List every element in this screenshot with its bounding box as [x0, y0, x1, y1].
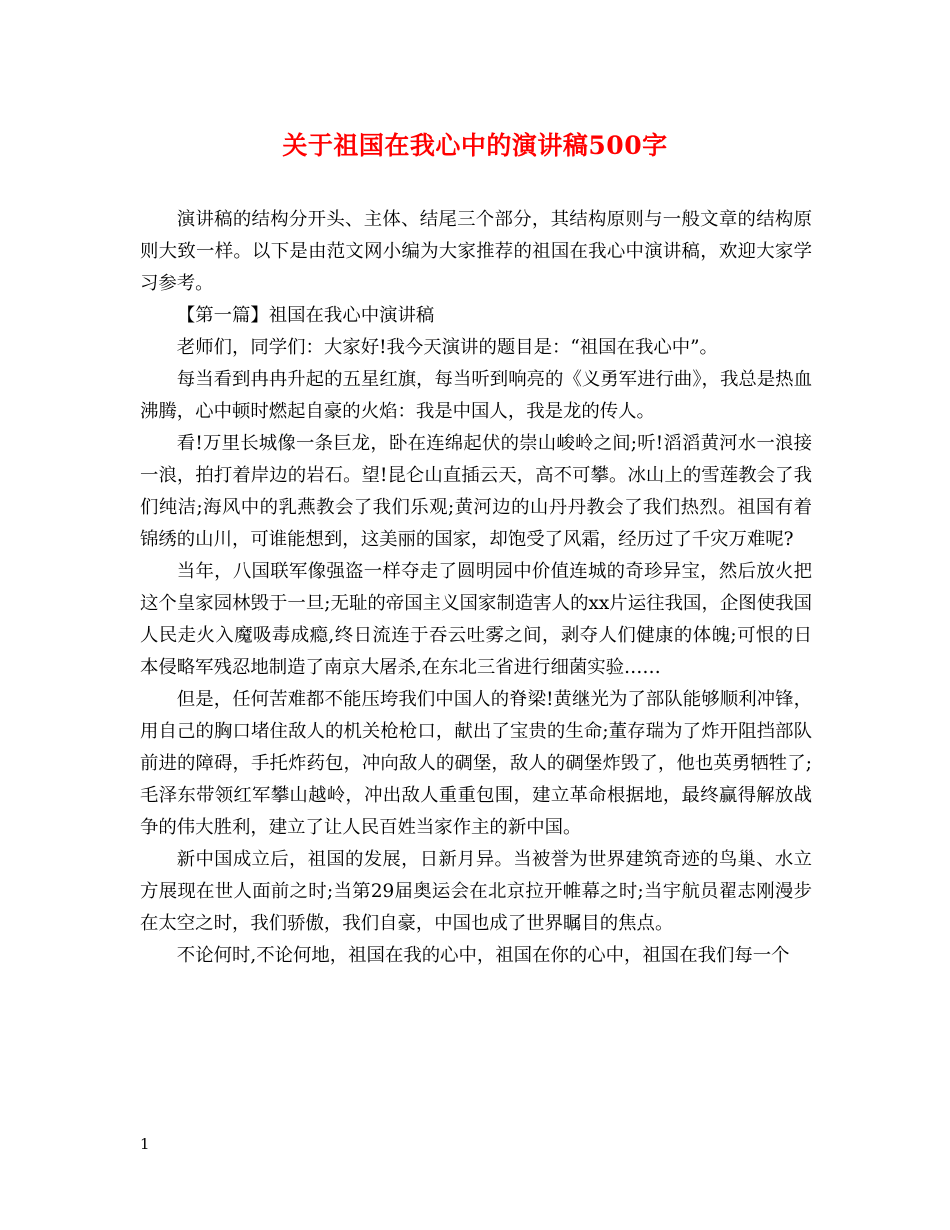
paragraph-closing: 不论何时,不论何地，祖国在我的心中，祖国在你的心中，祖国在我们每一个: [176, 945, 790, 966]
paragraph-heroes: 但是，任何苦难都不能压垮我们中国人的脊梁!黄继光为了部队能够顺利冲锋，用自己的胸口堵住敌人的机关枪枪口，献出了宝贵的生命;董存瑞为了炸开阻挡部队前进的障碍，手托炸药包，冲向敌人的碉堡，敌人的碉堡炸毁了，他也英勇牺牲了;毛泽东带领红军攀山越岭，冲出敌人重重包围，建立革命根据地，最终赢得解放战争的伟大胜利，建立了让人民百姓当家作主的新中国。: [140, 689, 812, 838]
paragraph-greeting: 老师们，同学们：大家好!我今天演讲的题目是：“祖国在我心中”。: [176, 337, 718, 358]
document-body: [140, 204, 812, 972]
paragraph-flag: 每当看到冉冉升起的五星红旗，每当听到响亮的《义勇军进行曲》，我总是热血沸腾，心中顿时燃起自豪的火焰：我是中国人，我是龙的传人。: [140, 369, 812, 422]
paragraph-intro: 演讲稿的结构分开头、主体、结尾三个部分，其结构原则与一般文章的结构原则大致一样。以下是由范文网小编为大家推荐的祖国在我心中演讲稿，欢迎大家学习参考。: [140, 209, 812, 294]
paragraph-development: 新中国成立后，祖国的发展，日新月异。当被誉为世界建筑奇迹的鸟巢、水立方展现在世人面前之时;当第29届奥运会在北京拉开帷幕之时;当宇航员翟志刚漫步在太空之时，我们骄傲，我们自豪，中国也成了世界瞩目的焦点。: [140, 849, 812, 934]
paragraph-section-heading: 【第一篇】祖国在我心中演讲稿: [176, 305, 435, 326]
document-title: 关于祖国在我心中的演讲稿500字: [282, 131, 668, 160]
page-number: 1: [140, 1135, 150, 1153]
paragraph-landscape: 看!万里长城像一条巨龙，卧在连绵起伏的崇山峻岭之间;听!滔滔黄河水一浪接一浪，拍打着岸边的岩石。望!昆仑山直插云天，高不可攀。冰山上的雪莲教会了我们纯洁;海风中的乳燕教会了我们乐观;黄河边的山丹丹教会了我们热烈。祖国有着锦绣的山川，可谁能想到，这美丽的国家，却饱受了风霜，经历过了千灾万难呢?: [140, 433, 812, 550]
paragraph-history: 当年，八国联军像强盗一样夺走了圆明园中价值连城的奇珍异宝，然后放火把这个皇家园林毁于一旦;无耻的帝国主义国家制造害人的xx片运往我国，企图使我国人民走火入魔吸毒成瘾,终日流连于吞云吐雾之间，剥夺人们健康的体魄;可恨的日本侵略军残忍地制造了南京大屠杀,在东北三省进行细菌实验……: [140, 561, 812, 678]
